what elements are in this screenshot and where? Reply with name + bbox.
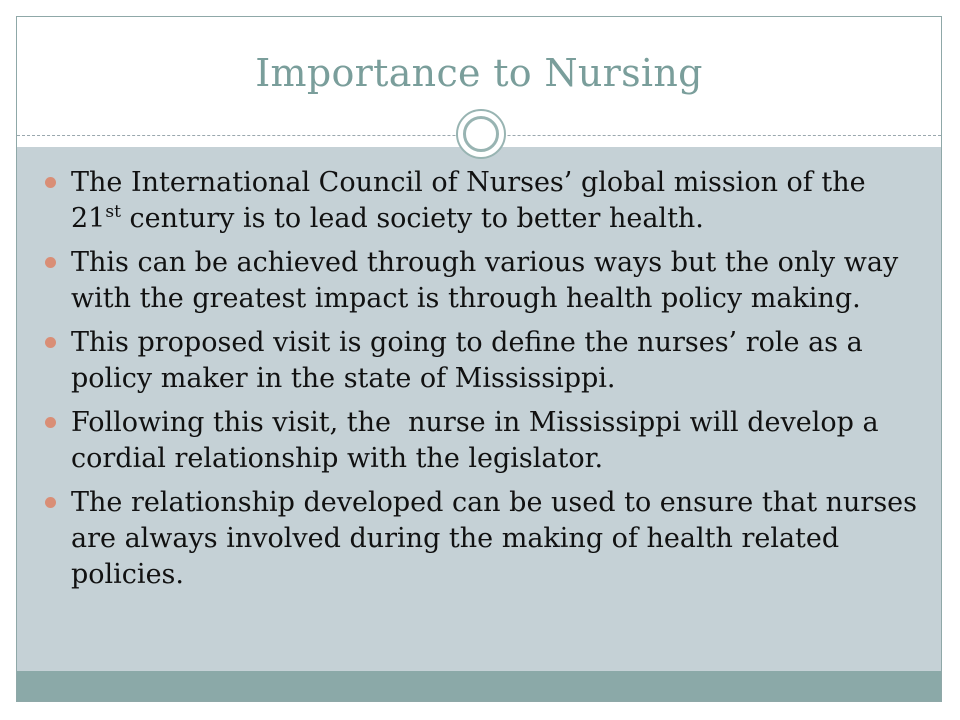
bullet-text-pre: The International Council of Nurses’ global mission of the 21 bbox=[71, 167, 866, 234]
bullet-text: The relationship developed can be used to ensure that nurses are always involved during the making of health related policies. bbox=[71, 487, 918, 590]
circle-ornament-icon bbox=[456, 109, 506, 159]
bullet-item bbox=[43, 165, 923, 237]
slide-title: Importance to Nursing bbox=[255, 51, 703, 95]
circle-ornament-inner bbox=[463, 116, 499, 152]
bullet-text-superscript: st bbox=[105, 202, 121, 222]
bullet-icon bbox=[45, 257, 56, 268]
footer-bar bbox=[17, 671, 941, 702]
bullet-text: This can be achieved through various ways but the only way with the greatest impact is through health policy making. bbox=[71, 247, 899, 314]
content-area bbox=[17, 147, 941, 671]
bullet-item bbox=[43, 325, 923, 397]
bullet-list bbox=[43, 165, 923, 601]
bullet-text: Following this visit, the nurse in Mississippi will develop a cordial relationship with the legislator. bbox=[71, 407, 888, 474]
bullet-item bbox=[43, 485, 923, 593]
bullet-icon bbox=[45, 177, 56, 188]
bullet-text-post: century is to lead society to better health. bbox=[120, 203, 704, 234]
slide bbox=[16, 16, 942, 702]
bullet-item bbox=[43, 405, 923, 477]
bullet-icon bbox=[45, 417, 56, 428]
bullet-icon bbox=[45, 337, 56, 348]
bullet-text: This proposed visit is going to define the nurses’ role as a policy maker in the state of Mississippi. bbox=[71, 327, 863, 394]
bullet-item bbox=[43, 245, 923, 317]
bullet-icon bbox=[45, 497, 56, 508]
